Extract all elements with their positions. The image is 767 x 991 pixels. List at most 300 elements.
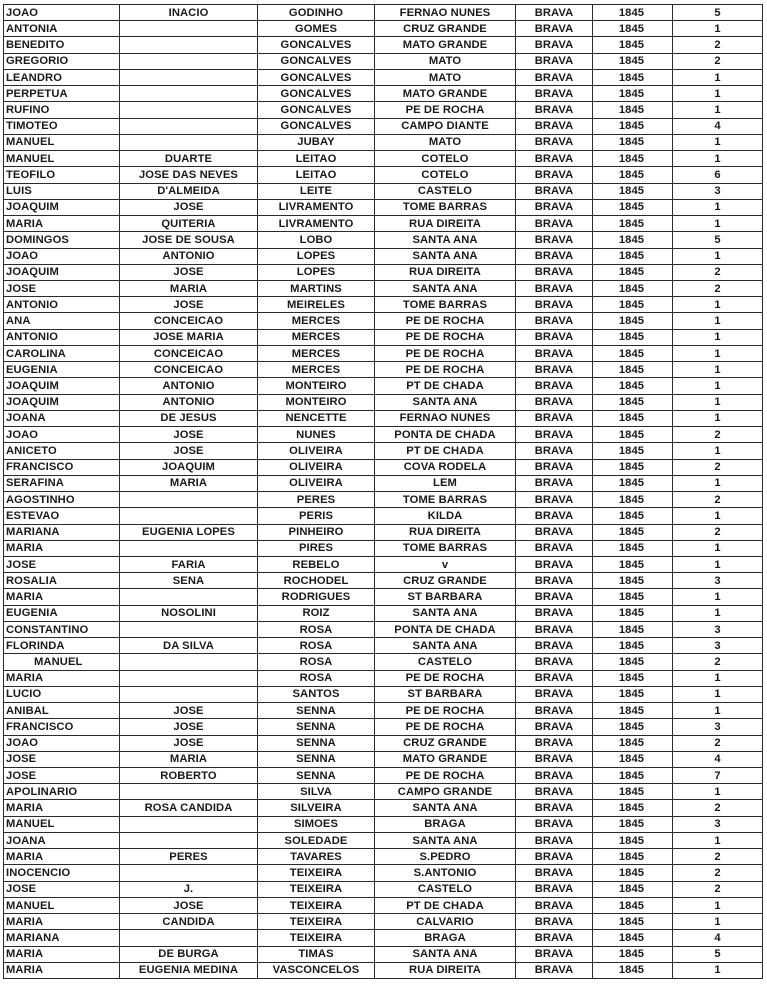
- first-name-cell: BENEDITO: [4, 37, 120, 53]
- count-cell: 1: [673, 443, 763, 459]
- table-row: [4, 881, 763, 897]
- count-cell: 2: [673, 654, 763, 670]
- year-cell: 1845: [593, 508, 673, 524]
- first-name-cell: MANUEL: [4, 134, 120, 150]
- locality-cell: COVA RODELA: [375, 459, 516, 475]
- island-cell: BRAVA: [516, 751, 593, 767]
- surname-cell: ROSA: [258, 621, 375, 637]
- surname-cell: MARTINS: [258, 280, 375, 296]
- surname-cell: NUNES: [258, 427, 375, 443]
- table-row: [4, 962, 763, 978]
- island-cell: BRAVA: [516, 5, 593, 21]
- island-cell: BRAVA: [516, 962, 593, 978]
- surname-cell: SENNA: [258, 703, 375, 719]
- island-cell: BRAVA: [516, 216, 593, 232]
- locality-cell: PT DE CHADA: [375, 378, 516, 394]
- locality-cell: MATO: [375, 53, 516, 69]
- locality-cell: CASTELO: [375, 183, 516, 199]
- middle-name-cell: DUARTE: [120, 151, 258, 167]
- year-cell: 1845: [593, 216, 673, 232]
- first-name-cell: LEANDRO: [4, 69, 120, 85]
- surname-cell: MONTEIRO: [258, 378, 375, 394]
- island-cell: BRAVA: [516, 703, 593, 719]
- table-row: [4, 313, 763, 329]
- first-name-cell: MANUEL: [4, 151, 120, 167]
- table-row: [4, 216, 763, 232]
- year-cell: 1845: [593, 37, 673, 53]
- locality-cell: ST BARBARA: [375, 686, 516, 702]
- surname-cell: LEITE: [258, 183, 375, 199]
- island-cell: BRAVA: [516, 816, 593, 832]
- year-cell: 1845: [593, 719, 673, 735]
- surname-cell: SENNA: [258, 735, 375, 751]
- island-cell: BRAVA: [516, 297, 593, 313]
- surname-cell: GONCALVES: [258, 37, 375, 53]
- island-cell: BRAVA: [516, 735, 593, 751]
- year-cell: 1845: [593, 167, 673, 183]
- locality-cell: PT DE CHADA: [375, 443, 516, 459]
- first-name-cell: MARIANA: [4, 930, 120, 946]
- locality-cell: COTELO: [375, 167, 516, 183]
- count-cell: 1: [673, 21, 763, 37]
- table-row: [4, 410, 763, 426]
- year-cell: 1845: [593, 703, 673, 719]
- middle-name-cell: DA SILVA: [120, 638, 258, 654]
- count-cell: 2: [673, 53, 763, 69]
- middle-name-cell: [120, 134, 258, 150]
- table-row: [4, 540, 763, 556]
- island-cell: BRAVA: [516, 719, 593, 735]
- first-name-cell: JOAO: [4, 5, 120, 21]
- table-row: [4, 329, 763, 345]
- middle-name-cell: [120, 86, 258, 102]
- surname-cell: NENCETTE: [258, 410, 375, 426]
- middle-name-cell: CONCEICAO: [120, 362, 258, 378]
- locality-cell: CRUZ GRANDE: [375, 573, 516, 589]
- first-name-cell: ANTONIO: [4, 297, 120, 313]
- island-cell: BRAVA: [516, 897, 593, 913]
- locality-cell: MATO GRANDE: [375, 86, 516, 102]
- count-cell: 1: [673, 686, 763, 702]
- count-cell: 2: [673, 37, 763, 53]
- middle-name-cell: [120, 654, 258, 670]
- middle-name-cell: JOSE DAS NEVES: [120, 167, 258, 183]
- count-cell: 2: [673, 524, 763, 540]
- first-name-cell: INOCENCIO: [4, 865, 120, 881]
- first-name-cell: APOLINARIO: [4, 784, 120, 800]
- table-row: [4, 443, 763, 459]
- locality-cell: PE DE ROCHA: [375, 768, 516, 784]
- year-cell: 1845: [593, 102, 673, 118]
- count-cell: 1: [673, 556, 763, 572]
- middle-name-cell: CANDIDA: [120, 914, 258, 930]
- table-row: [4, 86, 763, 102]
- first-name-cell: DOMINGOS: [4, 232, 120, 248]
- middle-name-cell: [120, 930, 258, 946]
- records-body: [4, 5, 763, 979]
- count-cell: 2: [673, 865, 763, 881]
- first-name-cell: MARIA: [4, 946, 120, 962]
- middle-name-cell: NOSOLINI: [120, 605, 258, 621]
- surname-cell: LEITAO: [258, 167, 375, 183]
- first-name-cell: PERPETUA: [4, 86, 120, 102]
- first-name-cell: MARIA: [4, 849, 120, 865]
- middle-name-cell: CONCEICAO: [120, 313, 258, 329]
- table-row: [4, 378, 763, 394]
- table-row: [4, 475, 763, 491]
- surname-cell: GOMES: [258, 21, 375, 37]
- first-name-cell: TIMOTEO: [4, 118, 120, 134]
- year-cell: 1845: [593, 134, 673, 150]
- locality-cell: MATO GRANDE: [375, 37, 516, 53]
- island-cell: BRAVA: [516, 394, 593, 410]
- surname-cell: LOBO: [258, 232, 375, 248]
- year-cell: 1845: [593, 946, 673, 962]
- count-cell: 1: [673, 378, 763, 394]
- year-cell: 1845: [593, 930, 673, 946]
- middle-name-cell: JOSE MARIA: [120, 329, 258, 345]
- count-cell: 1: [673, 248, 763, 264]
- year-cell: 1845: [593, 540, 673, 556]
- middle-name-cell: ANTONIO: [120, 248, 258, 264]
- locality-cell: FERNAO NUNES: [375, 410, 516, 426]
- count-cell: 1: [673, 394, 763, 410]
- table-row: [4, 800, 763, 816]
- surname-cell: ROIZ: [258, 605, 375, 621]
- island-cell: BRAVA: [516, 686, 593, 702]
- table-row: [4, 605, 763, 621]
- surname-cell: GONCALVES: [258, 53, 375, 69]
- table-row: [4, 719, 763, 735]
- island-cell: BRAVA: [516, 410, 593, 426]
- locality-cell: v: [375, 556, 516, 572]
- first-name-cell: ESTEVAO: [4, 508, 120, 524]
- count-cell: 1: [673, 670, 763, 686]
- middle-name-cell: INACIO: [120, 5, 258, 21]
- island-cell: BRAVA: [516, 621, 593, 637]
- table-row: [4, 832, 763, 848]
- year-cell: 1845: [593, 297, 673, 313]
- year-cell: 1845: [593, 654, 673, 670]
- middle-name-cell: [120, 508, 258, 524]
- locality-cell: PE DE ROCHA: [375, 719, 516, 735]
- island-cell: BRAVA: [516, 37, 593, 53]
- table-row: [4, 5, 763, 21]
- count-cell: 1: [673, 605, 763, 621]
- island-cell: BRAVA: [516, 118, 593, 134]
- middle-name-cell: JOSE: [120, 735, 258, 751]
- surname-cell: LEITAO: [258, 151, 375, 167]
- count-cell: 7: [673, 768, 763, 784]
- first-name-cell: MARIA: [4, 540, 120, 556]
- island-cell: BRAVA: [516, 670, 593, 686]
- first-name-cell: JOAO: [4, 735, 120, 751]
- surname-cell: GONCALVES: [258, 69, 375, 85]
- middle-name-cell: JOSE: [120, 297, 258, 313]
- table-row: [4, 297, 763, 313]
- island-cell: BRAVA: [516, 183, 593, 199]
- locality-cell: PE DE ROCHA: [375, 102, 516, 118]
- table-row: [4, 199, 763, 215]
- year-cell: 1845: [593, 313, 673, 329]
- year-cell: 1845: [593, 784, 673, 800]
- table-row: [4, 394, 763, 410]
- surname-cell: LOPES: [258, 248, 375, 264]
- first-name-cell: CAROLINA: [4, 345, 120, 361]
- first-name-cell: ANA: [4, 313, 120, 329]
- first-name-cell: JOAQUIM: [4, 394, 120, 410]
- count-cell: 4: [673, 930, 763, 946]
- locality-cell: RUA DIREITA: [375, 962, 516, 978]
- count-cell: 1: [673, 540, 763, 556]
- table-row: [4, 946, 763, 962]
- locality-cell: FERNAO NUNES: [375, 5, 516, 21]
- count-cell: 1: [673, 410, 763, 426]
- island-cell: BRAVA: [516, 524, 593, 540]
- year-cell: 1845: [593, 800, 673, 816]
- count-cell: 1: [673, 362, 763, 378]
- table-row: [4, 459, 763, 475]
- first-name-cell: JOSE: [4, 881, 120, 897]
- table-row: [4, 751, 763, 767]
- year-cell: 1845: [593, 5, 673, 21]
- middle-name-cell: ROBERTO: [120, 768, 258, 784]
- surname-cell: GONCALVES: [258, 86, 375, 102]
- island-cell: BRAVA: [516, 313, 593, 329]
- count-cell: 2: [673, 459, 763, 475]
- middle-name-cell: ANTONIO: [120, 378, 258, 394]
- middle-name-cell: J.: [120, 881, 258, 897]
- table-row: [4, 102, 763, 118]
- year-cell: 1845: [593, 524, 673, 540]
- locality-cell: PE DE ROCHA: [375, 362, 516, 378]
- surname-cell: TEIXEIRA: [258, 914, 375, 930]
- locality-cell: CAMPO DIANTE: [375, 118, 516, 134]
- island-cell: BRAVA: [516, 264, 593, 280]
- count-cell: 5: [673, 232, 763, 248]
- year-cell: 1845: [593, 849, 673, 865]
- island-cell: BRAVA: [516, 508, 593, 524]
- locality-cell: S.ANTONIO: [375, 865, 516, 881]
- surname-cell: SANTOS: [258, 686, 375, 702]
- first-name-cell: JOAQUIM: [4, 264, 120, 280]
- surname-cell: MERCES: [258, 329, 375, 345]
- surname-cell: VASCONCELOS: [258, 962, 375, 978]
- year-cell: 1845: [593, 621, 673, 637]
- year-cell: 1845: [593, 280, 673, 296]
- year-cell: 1845: [593, 751, 673, 767]
- year-cell: 1845: [593, 151, 673, 167]
- middle-name-cell: JOSE: [120, 703, 258, 719]
- middle-name-cell: [120, 69, 258, 85]
- island-cell: BRAVA: [516, 930, 593, 946]
- surname-cell: MONTEIRO: [258, 394, 375, 410]
- surname-cell: PINHEIRO: [258, 524, 375, 540]
- count-cell: 4: [673, 751, 763, 767]
- surname-cell: OLIVEIRA: [258, 443, 375, 459]
- locality-cell: CRUZ GRANDE: [375, 735, 516, 751]
- table-row: [4, 248, 763, 264]
- locality-cell: BRAGA: [375, 930, 516, 946]
- table-row: [4, 362, 763, 378]
- table-row: [4, 37, 763, 53]
- table-row: [4, 53, 763, 69]
- surname-cell: TEIXEIRA: [258, 930, 375, 946]
- island-cell: BRAVA: [516, 362, 593, 378]
- surname-cell: TEIXEIRA: [258, 865, 375, 881]
- island-cell: BRAVA: [516, 849, 593, 865]
- middle-name-cell: PERES: [120, 849, 258, 865]
- locality-cell: MATO: [375, 134, 516, 150]
- surname-cell: GONCALVES: [258, 118, 375, 134]
- island-cell: BRAVA: [516, 605, 593, 621]
- middle-name-cell: JOSE: [120, 897, 258, 913]
- year-cell: 1845: [593, 378, 673, 394]
- first-name-cell: MARIA: [4, 962, 120, 978]
- locality-cell: S.PEDRO: [375, 849, 516, 865]
- year-cell: 1845: [593, 605, 673, 621]
- table-row: [4, 849, 763, 865]
- table-row: [4, 897, 763, 913]
- locality-cell: TOME BARRAS: [375, 492, 516, 508]
- island-cell: BRAVA: [516, 768, 593, 784]
- surname-cell: PERES: [258, 492, 375, 508]
- first-name-cell: TEOFILO: [4, 167, 120, 183]
- first-name-cell: SERAFINA: [4, 475, 120, 491]
- year-cell: 1845: [593, 556, 673, 572]
- middle-name-cell: [120, 492, 258, 508]
- locality-cell: PE DE ROCHA: [375, 329, 516, 345]
- count-cell: 1: [673, 151, 763, 167]
- middle-name-cell: [120, 686, 258, 702]
- first-name-cell: LUCIO: [4, 686, 120, 702]
- island-cell: BRAVA: [516, 248, 593, 264]
- table-row: [4, 816, 763, 832]
- surname-cell: PIRES: [258, 540, 375, 556]
- middle-name-cell: DE JESUS: [120, 410, 258, 426]
- first-name-cell: MANUEL: [4, 816, 120, 832]
- middle-name-cell: JOSE DE SOUSA: [120, 232, 258, 248]
- table-row: [4, 703, 763, 719]
- middle-name-cell: [120, 670, 258, 686]
- island-cell: BRAVA: [516, 329, 593, 345]
- island-cell: BRAVA: [516, 540, 593, 556]
- year-cell: 1845: [593, 69, 673, 85]
- surname-cell: SILVA: [258, 784, 375, 800]
- island-cell: BRAVA: [516, 638, 593, 654]
- table-row: [4, 167, 763, 183]
- count-cell: 1: [673, 313, 763, 329]
- year-cell: 1845: [593, 492, 673, 508]
- count-cell: 2: [673, 280, 763, 296]
- year-cell: 1845: [593, 881, 673, 897]
- surname-cell: MERCES: [258, 362, 375, 378]
- locality-cell: LEM: [375, 475, 516, 491]
- surname-cell: GONCALVES: [258, 102, 375, 118]
- island-cell: BRAVA: [516, 946, 593, 962]
- island-cell: BRAVA: [516, 589, 593, 605]
- year-cell: 1845: [593, 589, 673, 605]
- island-cell: BRAVA: [516, 459, 593, 475]
- table-row: [4, 69, 763, 85]
- table-row: [4, 118, 763, 134]
- year-cell: 1845: [593, 410, 673, 426]
- year-cell: 1845: [593, 345, 673, 361]
- locality-cell: SANTA ANA: [375, 394, 516, 410]
- middle-name-cell: D'ALMEIDA: [120, 183, 258, 199]
- middle-name-cell: ROSA CANDIDA: [120, 800, 258, 816]
- first-name-cell: MANUEL: [4, 897, 120, 913]
- count-cell: 1: [673, 329, 763, 345]
- count-cell: 3: [673, 183, 763, 199]
- year-cell: 1845: [593, 686, 673, 702]
- middle-name-cell: [120, 37, 258, 53]
- locality-cell: SANTA ANA: [375, 832, 516, 848]
- count-cell: 5: [673, 5, 763, 21]
- island-cell: BRAVA: [516, 556, 593, 572]
- surname-cell: MERCES: [258, 313, 375, 329]
- island-cell: BRAVA: [516, 69, 593, 85]
- middle-name-cell: [120, 53, 258, 69]
- year-cell: 1845: [593, 248, 673, 264]
- middle-name-cell: MARIA: [120, 475, 258, 491]
- middle-name-cell: [120, 621, 258, 637]
- table-row: [4, 670, 763, 686]
- year-cell: 1845: [593, 53, 673, 69]
- locality-cell: CASTELO: [375, 881, 516, 897]
- middle-name-cell: FARIA: [120, 556, 258, 572]
- table-row: [4, 280, 763, 296]
- first-name-cell: ANTONIO: [4, 329, 120, 345]
- count-cell: 6: [673, 167, 763, 183]
- year-cell: 1845: [593, 459, 673, 475]
- count-cell: 1: [673, 134, 763, 150]
- table-row: [4, 556, 763, 572]
- island-cell: BRAVA: [516, 800, 593, 816]
- surname-cell: SOLEDADE: [258, 832, 375, 848]
- island-cell: BRAVA: [516, 427, 593, 443]
- locality-cell: SANTA ANA: [375, 638, 516, 654]
- first-name-cell: JOAO: [4, 248, 120, 264]
- first-name-cell: MARIANA: [4, 524, 120, 540]
- middle-name-cell: [120, 832, 258, 848]
- first-name-cell: JOAO: [4, 427, 120, 443]
- locality-cell: CASTELO: [375, 654, 516, 670]
- middle-name-cell: MARIA: [120, 751, 258, 767]
- surname-cell: LOPES: [258, 264, 375, 280]
- table-row: [4, 573, 763, 589]
- locality-cell: RUA DIREITA: [375, 216, 516, 232]
- island-cell: BRAVA: [516, 881, 593, 897]
- locality-cell: ST BARBARA: [375, 589, 516, 605]
- first-name-cell: FLORINDA: [4, 638, 120, 654]
- year-cell: 1845: [593, 865, 673, 881]
- surname-cell: MEIRELES: [258, 297, 375, 313]
- island-cell: BRAVA: [516, 134, 593, 150]
- year-cell: 1845: [593, 768, 673, 784]
- surname-cell: SILVEIRA: [258, 800, 375, 816]
- locality-cell: SANTA ANA: [375, 232, 516, 248]
- locality-cell: PE DE ROCHA: [375, 313, 516, 329]
- year-cell: 1845: [593, 232, 673, 248]
- table-row: [4, 508, 763, 524]
- locality-cell: TOME BARRAS: [375, 199, 516, 215]
- first-name-cell: JOANA: [4, 410, 120, 426]
- first-name-cell: JOSE: [4, 768, 120, 784]
- surname-cell: TAVARES: [258, 849, 375, 865]
- table-row: [4, 492, 763, 508]
- middle-name-cell: JOSE: [120, 427, 258, 443]
